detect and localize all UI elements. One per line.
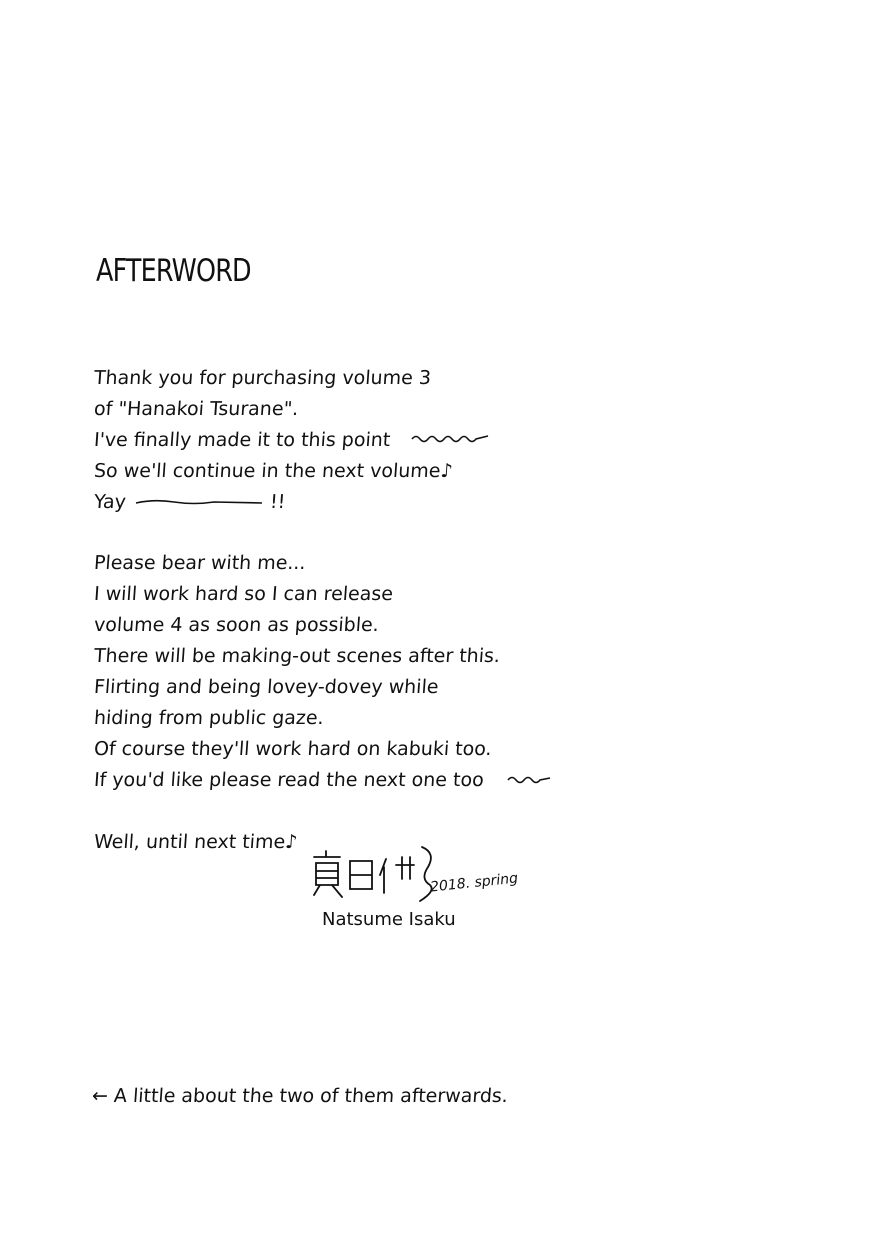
wavy-line-decoration-2: [506, 772, 552, 786]
paragraph-1-line-5-end: !!: [269, 491, 287, 513]
paragraph-2-line-7: Of course they'll work hard on kabuki too.: [93, 738, 493, 760]
paragraph-1-line-1: Thank you for purchasing volume 3: [93, 367, 432, 389]
paragraph-2-line-8: If you'd like please read the next one too: [93, 769, 485, 791]
paragraph-2-line-6: hiding from public gaze.: [93, 707, 325, 729]
long-dash-decoration: [134, 496, 264, 508]
paragraph-2-line-5: Flirting and being lovey-dovey while: [93, 676, 440, 698]
closing-line: Well, until next time♪: [93, 831, 299, 853]
paragraph-1-line-2: of "Hanakoi Tsurane".: [93, 398, 300, 420]
paragraph-2-line-3: volume 4 as soon as possible.: [93, 614, 380, 636]
paragraph-2-line-1: Please bear with me...: [93, 552, 307, 574]
handwritten-signature: [310, 845, 440, 915]
wavy-line-decoration: [410, 430, 490, 446]
signature-date: 2018. spring: [429, 870, 519, 896]
paragraph-1-line-5-start: Yay: [93, 491, 127, 513]
paragraph-2-line-4: There will be making-out scenes after this.: [93, 645, 501, 667]
signature-name: Natsume Isaku: [322, 909, 456, 930]
footer-note: ← A little about the two of them afterwards.: [91, 1085, 509, 1107]
signature: [310, 845, 570, 935]
paragraph-1-line-4: So we'll continue in the next volume♪: [93, 460, 454, 482]
paragraph-2-line-2: I will work hard so I can release: [93, 583, 394, 605]
paragraph-1-line-3: I've finally made it to this point: [93, 429, 392, 451]
page-title: AFTERWORD: [96, 253, 251, 289]
